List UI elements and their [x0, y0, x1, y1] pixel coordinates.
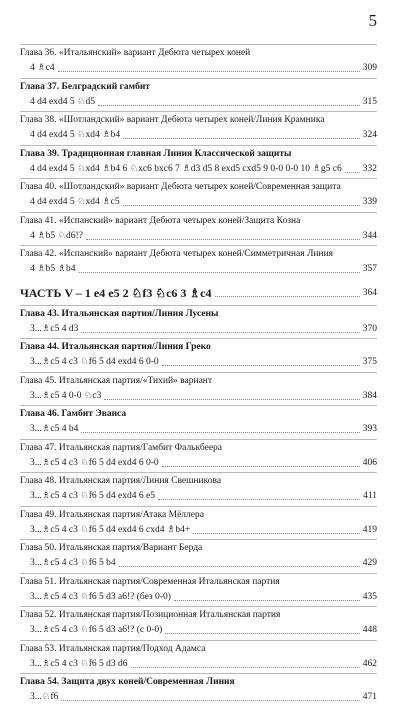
- chapter-list-part-iv: [20, 44, 377, 279]
- chapter-page: 462: [362, 658, 377, 669]
- chapter-title: Глава 47. Итальянская партия/Гамбит Фалькбеера: [20, 442, 223, 453]
- chapter-moves: 3...♗c5 4 0-0 ♘c3: [30, 390, 102, 401]
- chapter-moves: 3...♗c5 4 c3 ♘f6 5 d3 a6!? (с 0-0): [30, 625, 163, 635]
- dot-leader: [81, 432, 360, 433]
- chapter-page: 344: [362, 230, 377, 241]
- chapter-title: Глава 53. Итальянская партия/Подход Адамса: [20, 643, 206, 654]
- toc-entry[interactable]: [20, 405, 377, 439]
- dot-leader: [215, 296, 360, 297]
- toc-entry[interactable]: [20, 506, 377, 540]
- toc-entry[interactable]: [20, 573, 377, 607]
- dot-leader: [79, 272, 360, 273]
- chapter-title: Глава 38. «Шотландский» вариант Дебюта четырех коней/Линия Крамника: [20, 115, 325, 125]
- chapter-page: 324: [362, 130, 377, 140]
- toc-entry[interactable]: [20, 439, 377, 473]
- chapter-title: Глава 43. Итальянская партия/Линия Лусены: [20, 308, 219, 319]
- chapter-title: Глава 45. Итальянская партия/«Тихий» вариант: [20, 375, 213, 386]
- dot-leader: [81, 332, 360, 333]
- dot-leader: [123, 205, 360, 206]
- chapter-moves: 4 d4 exd4 5 ♘xd4 ♗b4 6 ♘xc6 bxc6 7 ♗d3 d5 8 exd5 cxd5 9 0-0 0-0 10 ♗g5 c6: [30, 163, 342, 174]
- chapter-page: 448: [362, 625, 377, 635]
- chapter-title: Глава 51. Итальянская партия/Современная Итальянская партия: [20, 576, 280, 587]
- chapter-title: Глава 48. Итальянская партия/Линия Свешникова: [20, 476, 222, 486]
- chapter-list-part-v: [20, 305, 377, 707]
- chapter-page: 339: [362, 197, 377, 207]
- dot-leader: [86, 239, 360, 240]
- dot-leader: [345, 172, 360, 173]
- chapter-moves: 4 d4 exd4 5 ♘d5: [30, 96, 95, 107]
- chapter-title: Глава 44. Итальянская партия/Линия Греко: [20, 342, 211, 352]
- chapter-moves: 3...♗c5 4 c3 ♘f6 5 d3 d6: [30, 658, 128, 669]
- chapter-moves: 3...♗c5 4 c3 ♘f6 5 b4: [30, 558, 116, 568]
- chapter-moves: 3...♗c5 4 c3 ♘f6 5 d3 a6!? (без 0-0): [30, 591, 171, 602]
- chapter-page: 315: [362, 96, 377, 107]
- toc-entry[interactable]: [20, 111, 377, 145]
- dot-leader: [104, 399, 360, 400]
- chapter-title: Глава 46. Гамбит Эванса: [20, 409, 127, 419]
- toc-entry[interactable]: [20, 338, 377, 372]
- chapter-moves: 4 ♗c4: [30, 63, 55, 73]
- chapter-title: Глава 54. Защита двух коней/Современная Линия: [20, 677, 235, 687]
- chapter-page: 471: [362, 692, 377, 702]
- chapter-moves: 3...♗c5 4 c3 ♘f6 5 d4 exd4 6 e5: [30, 491, 155, 501]
- chapter-moves: 3...♗c5 4 c3 ♘f6 5 d4 exd4 6 0-0: [30, 457, 159, 468]
- part-page: 364: [362, 287, 377, 298]
- chapter-title: Глава 39. Традиционная главная Линия Классической защиты: [20, 148, 292, 159]
- chapter-moves: 3...♗c5 4 c3 ♘f6 5 d4 exd4 6 0-0: [30, 357, 159, 367]
- toc-entry[interactable]: [20, 145, 377, 179]
- dot-leader: [162, 365, 360, 366]
- part-heading[interactable]: [20, 285, 377, 305]
- chapter-page: 435: [362, 591, 377, 602]
- dot-leader: [162, 466, 360, 467]
- toc-entry[interactable]: [20, 640, 377, 674]
- dot-leader: [119, 566, 360, 567]
- table-of-contents: [20, 44, 377, 707]
- toc-entry[interactable]: [20, 212, 377, 246]
- toc-entry[interactable]: [20, 372, 377, 406]
- chapter-page: 384: [362, 390, 377, 401]
- toc-entry[interactable]: [20, 673, 377, 707]
- chapter-page: 393: [362, 424, 377, 434]
- chapter-page: 370: [362, 323, 377, 334]
- toc-entry[interactable]: [20, 472, 377, 506]
- dot-leader: [193, 533, 360, 534]
- toc-entry[interactable]: [20, 44, 377, 78]
- toc-entry[interactable]: [20, 539, 377, 573]
- toc-entry[interactable]: [20, 305, 377, 339]
- chapter-page: 411: [363, 491, 377, 501]
- toc-entry[interactable]: [20, 245, 377, 279]
- chapter-page: 375: [362, 357, 377, 367]
- chapter-page: 429: [362, 558, 377, 568]
- chapter-title: Глава 40. «Шотландский» вариант Дебюта четырех коней/Современная защита: [20, 182, 341, 192]
- chapter-page: 357: [362, 264, 377, 274]
- chapter-title: Глава 36. «Итальянский» вариант Дебюта четырех коней: [20, 48, 251, 58]
- chapter-title: Глава 42. «Испанский» вариант Дебюта четырех коней/Симметричная Линия: [20, 249, 334, 259]
- dot-leader: [174, 600, 360, 601]
- dot-leader: [123, 138, 360, 139]
- page-number: 5: [368, 11, 377, 30]
- chapter-title: Глава 41. «Испанский» вариант Дебюта четырех коней/Защита Козна: [20, 215, 301, 226]
- dot-leader: [61, 700, 360, 701]
- toc-entry[interactable]: [20, 78, 377, 112]
- chapter-moves: 3...♘f6: [30, 692, 59, 702]
- chapter-title: Глава 50. Итальянская партия/Вариант Берда: [20, 543, 203, 553]
- dot-leader: [98, 105, 360, 106]
- chapter-title: Глава 37. Белградский гамбит: [20, 81, 150, 92]
- chapter-moves: 4 d4 exd4 5 ♘xd4 ♗b4: [30, 130, 121, 140]
- chapter-moves: 3...♗c5 4 d3: [30, 323, 79, 334]
- dot-leader: [58, 71, 360, 72]
- toc-entry[interactable]: [20, 606, 377, 640]
- chapter-title: Глава 52. Итальянская партия/Позиционная Итальянская партия: [20, 610, 281, 620]
- toc-entry[interactable]: [20, 178, 377, 212]
- chapter-moves: 4 ♗b5 ♘d6!?: [30, 230, 83, 241]
- chapter-page: 419: [362, 524, 377, 535]
- chapter-moves: 4 ♗b5 ♗b4: [30, 264, 76, 274]
- chapter-page: 332: [362, 163, 377, 174]
- chapter-moves: 3...♗c5 4 c3 ♘f6 5 d4 exd4 6 cxd4 ♗b4+: [30, 524, 191, 535]
- chapter-moves: 4 d4 exd4 5 ♘xd4 ♗c5: [30, 197, 120, 207]
- chapter-moves: 3...♗c5 4 b4: [30, 424, 79, 434]
- dot-leader: [131, 667, 360, 668]
- part-title: ЧАСТЬ V – 1 e4 e5 2 ♘f3 ♘c6 3 ♗c4: [20, 285, 212, 300]
- dot-leader: [165, 633, 360, 634]
- chapter-title: Глава 49. Итальянская партия/Атака Мёллера: [20, 509, 204, 520]
- chapter-page: 406: [362, 457, 377, 468]
- chapter-page: 309: [362, 63, 377, 73]
- dot-leader: [158, 499, 360, 500]
